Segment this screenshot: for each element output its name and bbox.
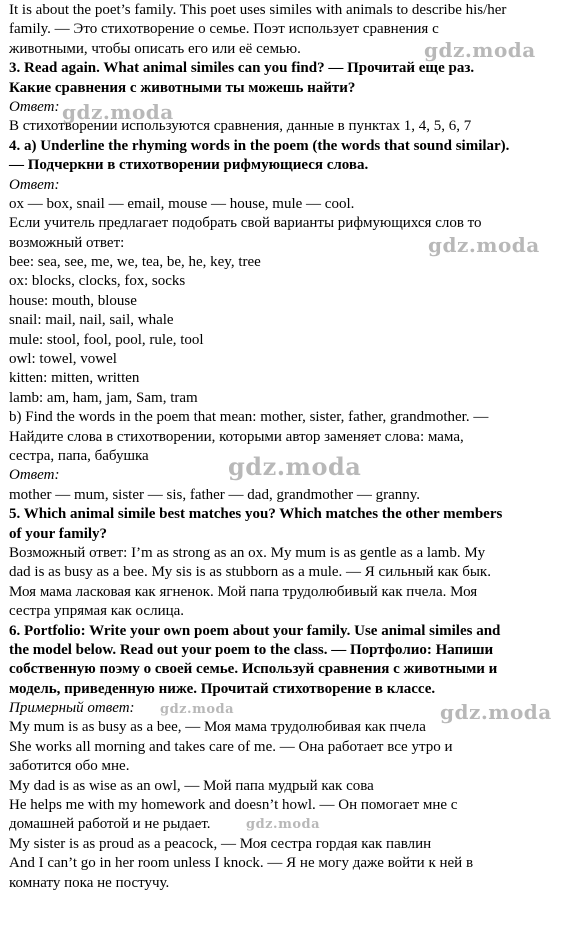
answer-text: ox — box, snail — email, mouse — house, mule — cool. [9,195,355,212]
task-4b-text: сестра, папа, бабушка [9,447,149,464]
answer-text: Возможный ответ: I’m as strong as an ox. My mum is as gentle as a lamb. My [9,544,486,561]
answer-text: сестра упрямая как ослица. [9,603,185,620]
answer-text: возможный ответ: [9,234,125,251]
watermark: gdz.moda [246,817,321,832]
document-page [9,1,575,893]
watermark: gdz.moda [440,700,552,724]
task-5-heading: 5. Which animal simile best matches you? Which matches the other members [9,506,503,523]
rhyme-list-item: ox: blocks, clocks, fox, socks [9,273,186,290]
task-4a-heading: — Подчеркни в стихотворении рифмующиеся слова. [9,157,369,174]
answer-text: Если учитель предлагает подобрать свой варианты рифмующихся слов то [9,215,482,232]
watermark: gdz.moda [160,702,235,717]
intro-line: It is about the poet’s family. This poet uses similes with animals to describe his/her [9,2,507,18]
rhyme-list-item: kitten: mitten, written [9,370,140,387]
answer-text: mother — mum, sister — sis, father — dad, grandmother — granny. [9,486,421,503]
poem-line: My dad is as wise as an owl, — Мой папа мудрый как сова [9,777,374,794]
rhyme-list-item: mule: stool, fool, pool, rule, tool [9,331,204,348]
answer-text: dad is as busy as a bee. My sis is as stubborn as a mule. — Я сильный как бык. [9,564,491,581]
poem-line: домашней работой и не рыдает. [9,816,211,833]
task-5-heading: of your family? [9,525,108,542]
poem-line: And I can’t go in her room unless I knock. — Я не могу даже войти к ней в [9,855,474,872]
answer-text: Моя мама ласковая как ягненок. Мой папа трудолюбивый как пчела. Моя [9,583,478,600]
poem-line: He helps me with my homework and doesn’t howl. — Он помогает мне с [9,797,458,814]
watermark: gdz.moda [62,100,174,124]
task-3-heading: Какие сравнения с животными ты можешь найти? [9,79,356,96]
task-6-heading: the model below. Read out your poem to the class. — Портфолио: Напиши [9,641,494,658]
task-6-heading: 6. Portfolio: Write your own poem about your family. Use animal similes and [9,622,501,639]
rhyme-list-item: owl: towel, vowel [9,351,117,368]
poem-line: She works all morning and takes care of me. — Она работает все утро и [9,738,453,755]
task-4b-text: Найдите слова в стихотворении, которыми автор заменяет слова: мама, [9,428,464,445]
poem-line: My sister is as proud as a peacock, — Моя сестра гордая как павлин [9,835,432,852]
answer-text: В стихотворении используются сравнения, данные в пунктах 1, 4, 5, 6, 7 [9,118,472,135]
task-4a-heading: 4. a) Underline the rhyming words in the poem (the words that sound similar). [9,137,510,154]
task-6-heading: собственную поэму о своей семье. Используй сравнения с животными и [9,661,498,678]
task-3-heading: 3. Read again. What animal similes can you find? — Прочитай еще раз. [9,60,475,77]
task-4b-text: b) Find the words in the poem that mean: mother, sister, father, grandmother. — [9,409,489,426]
watermark: gdz.moda [428,233,540,257]
answer-label: Ответ: [9,467,60,484]
watermark: gdz.moda [424,38,536,62]
rhyme-list-item: house: mouth, blouse [9,292,137,309]
rhyme-list-item: snail: mail, nail, sail, whale [9,312,174,329]
task-6-heading: модель, приведенную ниже. Прочитай стихотворение в классе. [9,680,436,697]
rhyme-list-item: lamb: am, ham, jam, Sam, tram [9,389,198,406]
poem-line: My mum is as busy as a bee, — Моя мама трудолюбивая как пчела [9,719,426,736]
rhyme-list-item: bee: sea, see, me, we, tea, be, he, key, tree [9,254,261,271]
intro-line: животными, чтобы описать его или её семью. [9,40,301,57]
poem-line: заботится обо мне. [9,758,130,775]
answer-label: Ответ: [9,98,60,115]
poem-line: комнату пока не постучу. [9,874,170,891]
watermark: gdz.moda [228,452,362,481]
intro-line: family. — Это стихотворение о семье. Поэт использует сравнения с [9,21,439,38]
sample-answer-label: Примерный ответ: [9,700,135,717]
answer-label: Ответ: [9,176,60,193]
